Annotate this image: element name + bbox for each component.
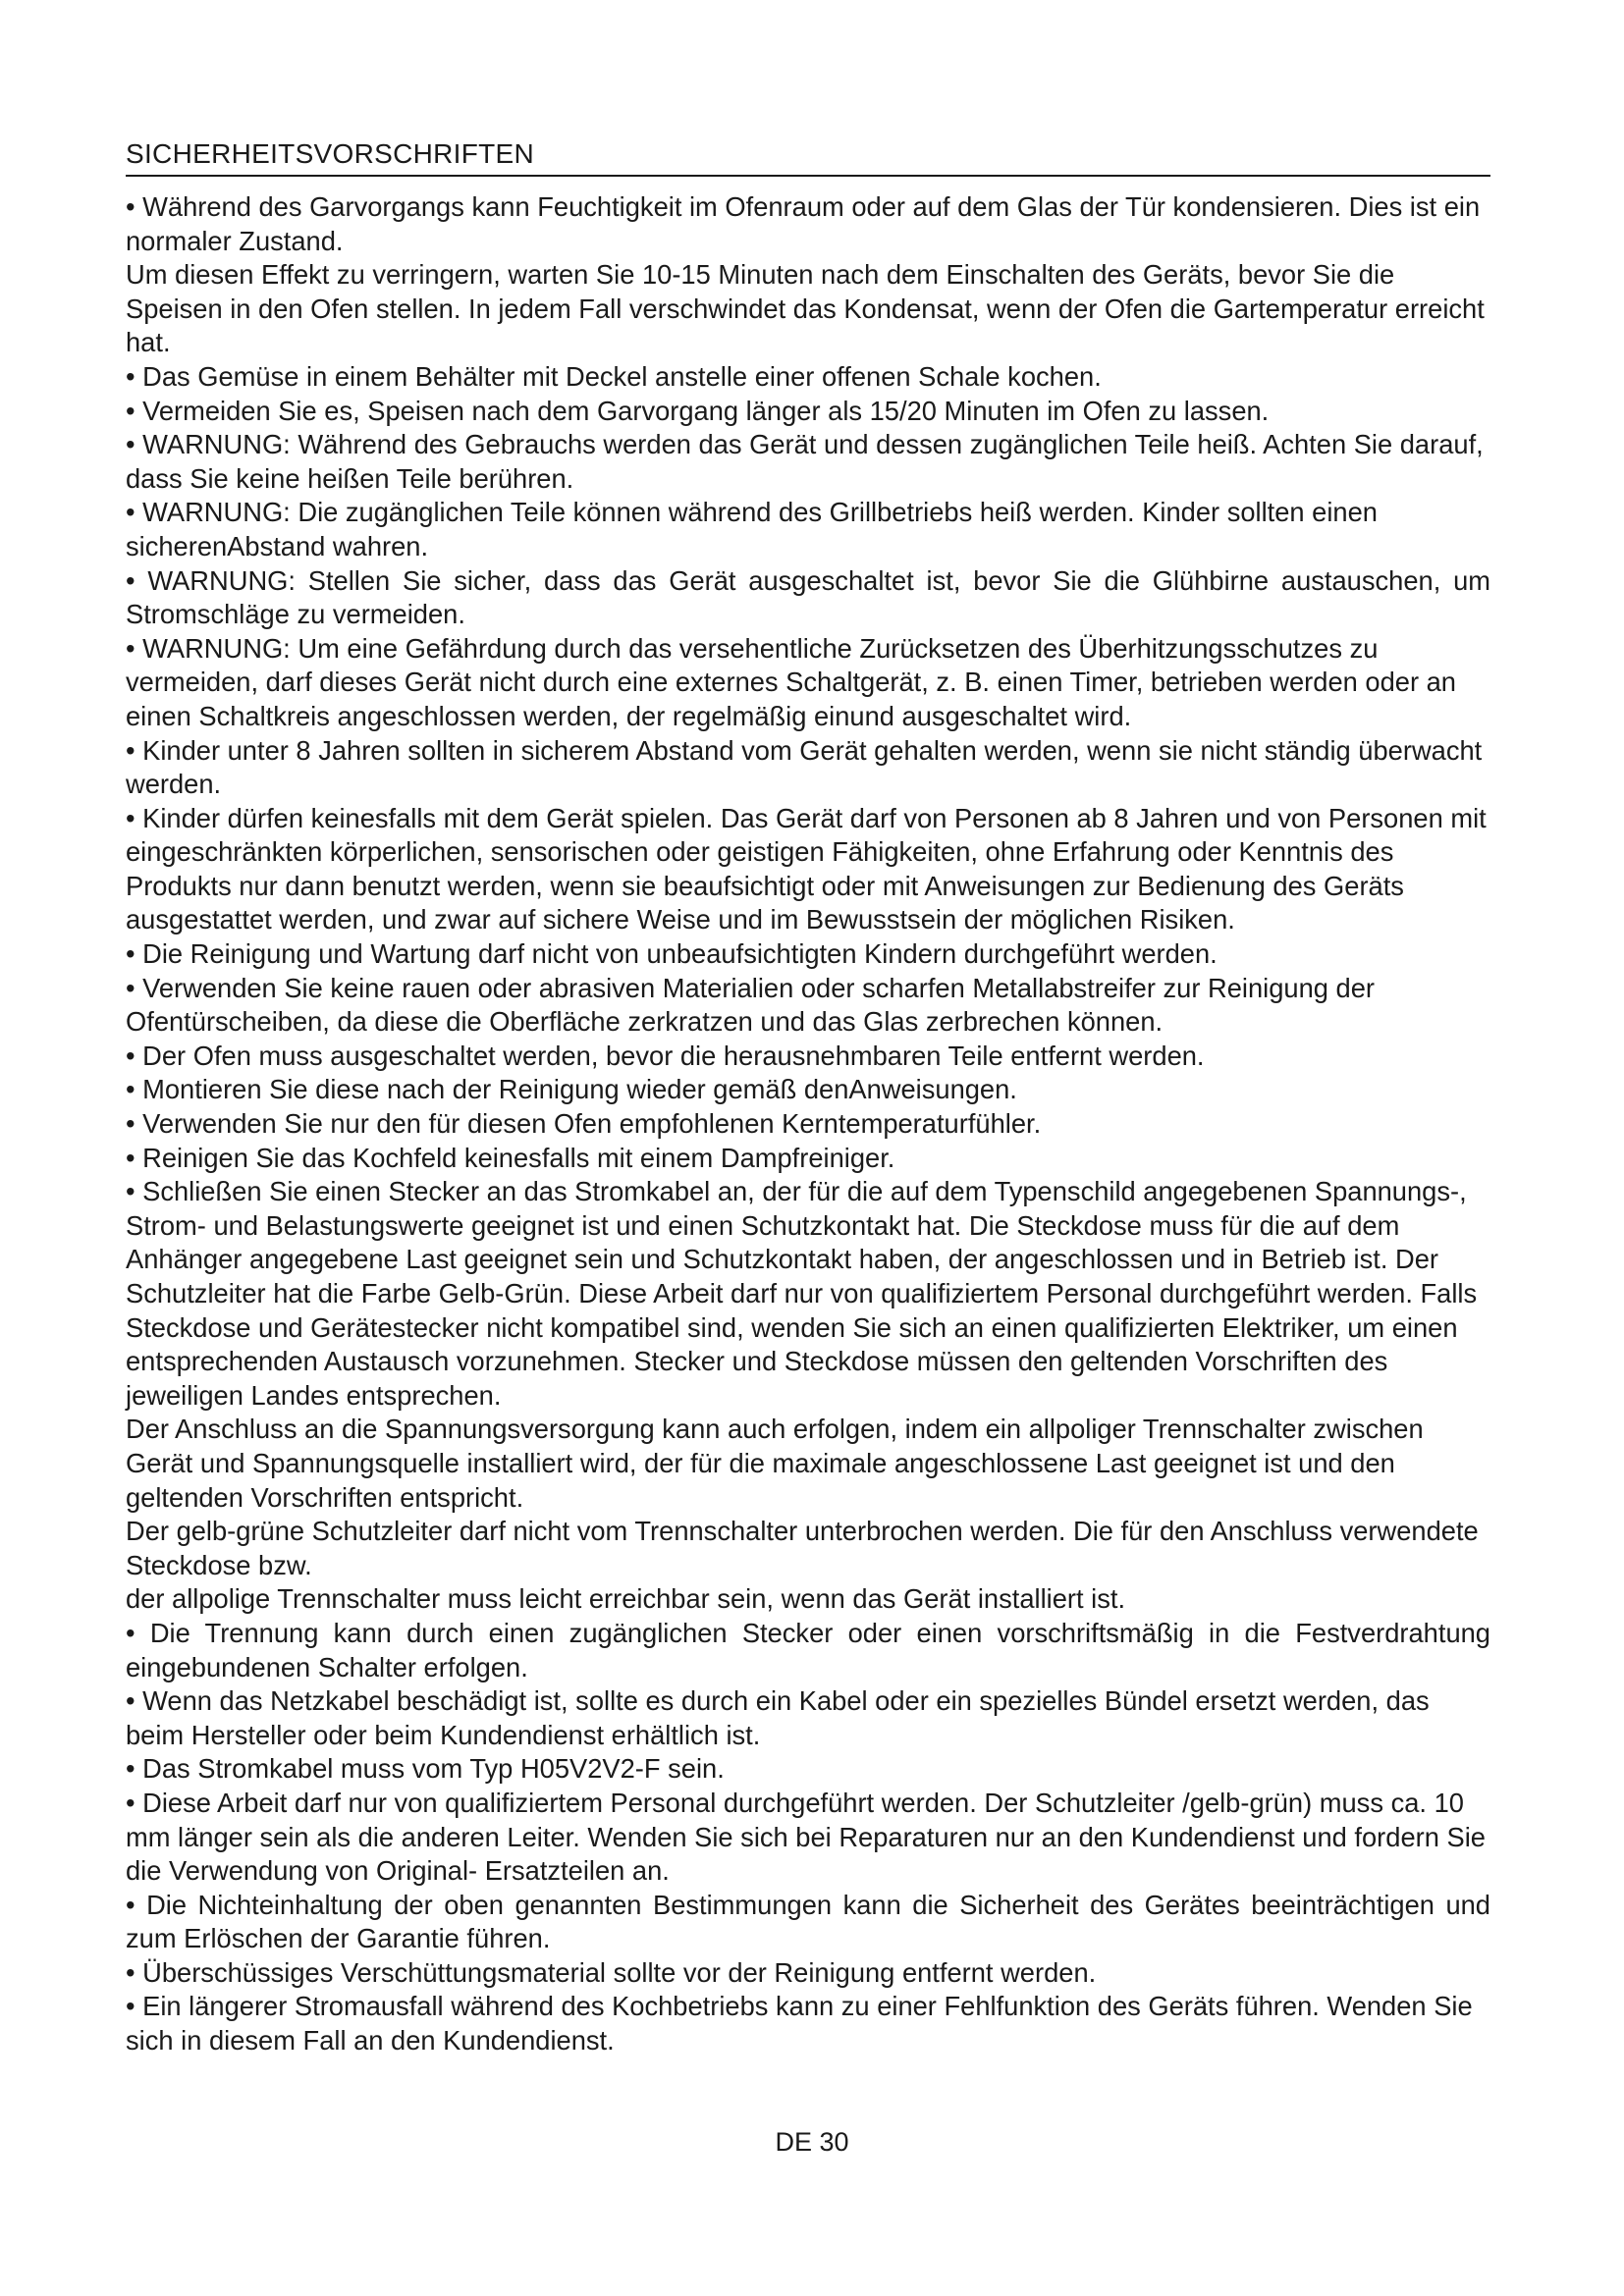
paragraph: Um diesen Effekt zu verringern, warten Sie 10-15 Minuten nach dem Einschalten des Geräts, bevor Sie die Speisen in den Ofen stellen. In jedem Fall verschwindet das Kondensat, wenn der Ofen die Gartemperatur erreicht hat. [126,259,1485,358]
paragraph: Der Anschluss an die Spannungsversorgung kann auch erfolgen, indem ein allpoliger Trennschalter zwischen Gerät und Spannungsquelle installiert wird, der für die maximale angeschlossene Last geeignet ist und den geltenden Vorschriften entspricht. [126,1414,1424,1513]
paragraph: • WARNUNG: Die zugänglichen Teile können während des Grillbetriebs heiß werden. Kinder sollten einen sicherenAbstand wahren. [126,497,1378,561]
paragraph: • Wenn das Netzkabel beschädigt ist, sollte es durch ein Kabel oder ein spezielles Bündel ersetzt werden, das beim Hersteller oder beim Kundendienst erhältlich ist. [126,1685,1430,1750]
paragraph: • Die Trennung kann durch einen zugänglichen Stecker oder einen vorschriftsmäßig in die Festverdrahtung eingebundenen Schalter erfolgen. [126,1617,1490,1682]
paragraph: der allpolige Trennschalter muss leicht erreichbar sein, wenn das Gerät installiert ist. [126,1583,1126,1615]
paragraph: • Die Nichteinhaltung der oben genannten Bestimmungen kann die Sicherheit des Gerätes beeinträchtigen und zum Erlöschen der Garantie führen. [126,1889,1490,1954]
paragraph: • Das Gemüse in einem Behälter mit Deckel anstelle einer offenen Schale kochen. [126,360,1102,392]
paragraph: • WARNUNG: Stellen Sie sicher, dass das Gerät ausgeschaltet ist, bevor Sie die Glühbirne austauschen, um Stromschläge zu vermeiden. [126,564,1490,630]
paragraph: • Montieren Sie diese nach der Reinigung wieder gemäß denAnweisungen. [126,1074,1017,1105]
paragraph: • Der Ofen muss ausgeschaltet werden, bevor die herausnehmbaren Teile entfernt werden. [126,1040,1205,1071]
paragraph: • Ein längerer Stromausfall während des Kochbetriebs kann zu einer Fehlfunktion des Geräts führen. Wenden Sie sich in diesem Fall an den Kundendienst. [126,1991,1473,2056]
paragraph: • WARNUNG: Während des Gebrauchs werden das Gerät und dessen zugänglichen Teile heiß. Achten Sie darauf, dass Sie keine heißen Teile berühren. [126,429,1484,494]
paragraph: • Das Stromkabel muss vom Typ H05V2V2-F sein. [126,1753,725,1785]
paragraph: • Reinigen Sie das Kochfeld keinesfalls mit einem Dampfreiniger. [126,1142,895,1173]
document-page [126,137,1490,2058]
paragraph: • Kinder dürfen keinesfalls mit dem Gerät spielen. Das Gerät darf von Personen ab 8 Jahren und von Personen mit eingeschränkten körperlichen, sensorischen oder geistigen Fähigkeiten, ohne Erfahrung oder Kenntnis des Produkts nur dann benutzt werden, wenn sie beaufsichtigt oder mit Anweisungen zur Bedienung des Geräts ausgestattet werden, und zwar auf sichere Weise und im Bewusstsein der möglichen Risiken. [126,802,1487,935]
paragraph: • Überschüssiges Verschüttungsmaterial sollte vor der Reinigung entfernt werden. [126,1956,1097,1988]
paragraph: Der gelb-grüne Schutzleiter darf nicht vom Trennschalter unterbrochen werden. Die für den Anschluss verwendete Steckdose bzw. [126,1516,1479,1580]
section-heading: SICHERHEITSVORSCHRIFTEN [126,137,1490,177]
page-number: DE 30 [775,2127,849,2157]
paragraph: • Verwenden Sie nur den für diesen Ofen empfohlenen Kerntemperaturfühler. [126,1108,1042,1140]
paragraph: • WARNUNG: Um eine Gefährdung durch das versehentliche Zurücksetzen des Überhitzungsschutzes zu vermeiden, darf dieses Gerät nicht durch eine externes Schaltgerät, z. B. einen Timer, betrieben werden oder an einen Schaltkreis angeschlossen werden, der regelmäßig einund ausgeschaltet wird. [126,632,1456,731]
paragraph: • Vermeiden Sie es, Speisen nach dem Garvorgang länger als 15/20 Minuten im Ofen zu lassen. [126,395,1270,426]
document-body [126,190,1490,2058]
paragraph: • Verwenden Sie keine rauen oder abrasiven Materialien oder scharfen Metallabstreifer zur Reinigung der Ofentürscheiben, da diese die Oberfläche zerkratzen und das Glas zerbrechen können. [126,972,1375,1038]
paragraph: • Schließen Sie einen Stecker an das Stromkabel an, der für die auf dem Typenschild angegebenen Spannungs-, Strom- und Belastungswerte geeignet ist und einen Schutzkontakt hat. Die Steckdose muss für die auf dem Anhänger angegebene Last geeignet sein und Schutzkontakt haben, der angeschlossen und in Betrieb ist. Der Schutzleiter hat die Farbe Gelb-Grün. Diese Arbeit darf nur von qualifiziertem Personal durchgeführt werden. Falls Steckdose und Gerätestecker nicht kompatibel sind, wenden Sie sich an einen qualifizierten Elektriker, um einen entsprechenden Austausch vorzunehmen. Stecker und Steckdose müssen den geltenden Vorschriften des jeweiligen Landes entsprechen. [126,1176,1478,1411]
paragraph: • Während des Garvorgangs kann Feuchtigkeit im Ofenraum oder auf dem Glas der Tür kondensieren. Dies ist ein normaler Zustand. [126,191,1481,256]
paragraph: • Die Reinigung und Wartung darf nicht von unbeaufsichtigten Kindern durchgeführt werden. [126,938,1218,970]
paragraph: • Kinder unter 8 Jahren sollten in sicherem Abstand vom Gerät gehalten werden, wenn sie nicht ständig überwacht werden. [126,734,1483,800]
paragraph: • Diese Arbeit darf nur von qualifiziertem Personal durchgeführt werden. Der Schutzleiter /gelb-grün) muss ca. 10 mm länger sein als die anderen Leiter. Wenden Sie sich bei Reparaturen nur an den Kundendienst und fordern Sie die Verwendung von Original- Ersatzteilen an. [126,1787,1486,1887]
